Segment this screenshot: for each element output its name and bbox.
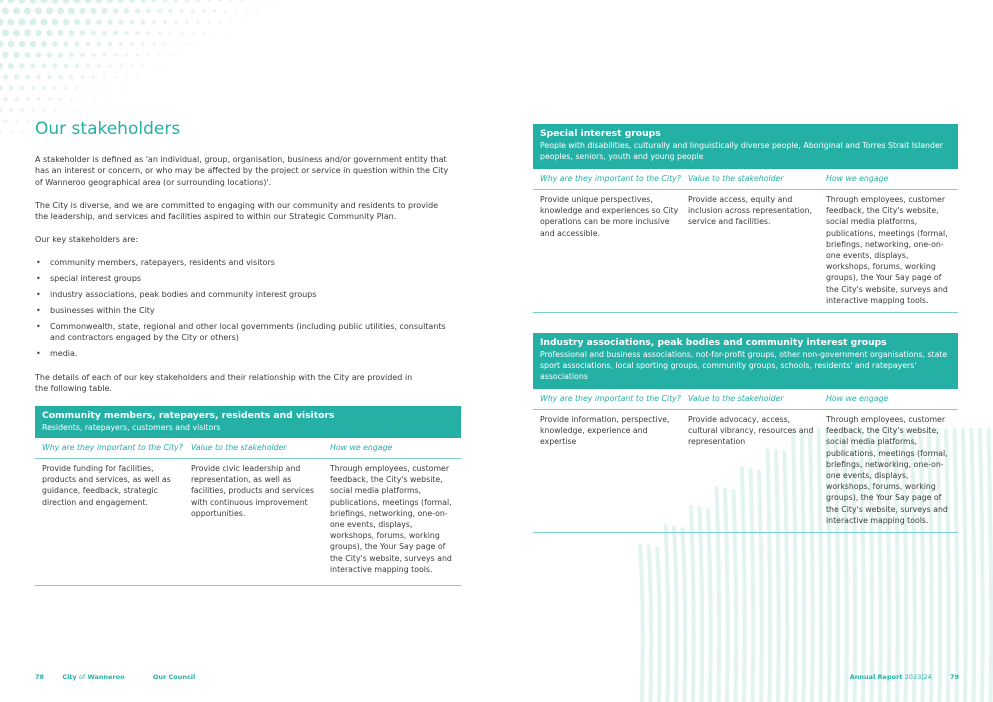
- card-header: [533, 333, 958, 389]
- card-subtitle: Residents, ratepayers, customers and visitors: [42, 423, 221, 432]
- column-header-why: Why are they important to the City?: [540, 174, 681, 183]
- page-number-right: 79: [949, 673, 959, 681]
- why-cell: Provide unique perspectives, knowledge and experiences so City operations can be more inclusive and accessible.: [540, 195, 679, 238]
- table-row: [533, 410, 958, 533]
- why-cell: Provide funding for facilities, products and services, as well as guidance, feedback, strategic direction and engagement.: [42, 464, 171, 507]
- column-header-value: Value to the stakeholder: [191, 443, 287, 452]
- list-item: • community members, ratepayers, residents and visitors: [35, 257, 455, 268]
- table-row: [533, 190, 958, 313]
- value-cell: Provide civic leadership and representation, as well as facilities, products and services with continuous improvement opportunities.: [191, 464, 315, 518]
- card-title: Community members, ratepayers, residents and visitors: [42, 410, 335, 421]
- stakeholder-card-industry: [533, 333, 958, 533]
- card-title: Industry associations, peak bodies and community interest groups: [540, 337, 887, 348]
- why-cell: Provide information, perspective, knowledge, experience and expertise: [540, 415, 670, 447]
- column-header-why: Why are they important to the City?: [42, 443, 183, 452]
- column-header-value: Value to the stakeholder: [688, 174, 784, 183]
- list-item: • media.: [35, 348, 455, 359]
- column-header-why: Why are they important to the City?: [540, 394, 681, 403]
- card-header: [35, 406, 461, 438]
- city-logo-text: City of Wanneroo: [62, 673, 125, 681]
- column-header-how: How we engage: [826, 394, 889, 403]
- page-title: Our stakeholders: [35, 119, 181, 139]
- list-item: • Commonwealth, state, regional and other local governments (including public utilities, consultants and contractors engaged by the City or others): [35, 321, 455, 344]
- value-cell: Provide access, equity and inclusion across representation, service and facilities.: [688, 195, 813, 227]
- report-name: Annual Report: [849, 673, 903, 681]
- how-cell: Through employees, customer feedback, the City's website, social media platforms, publications, meetings (formal, briefings, networking, one-on-one events, displays, workshops, forums, working groups), the Your Say page of the City's website, surveys and interactive mapping tools.: [330, 464, 452, 574]
- intro-paragraph: A stakeholder is defined as 'an individual, group, organisation, business and/or government entity that has an interest or concern, or who may be affected by the project or service in question within the City of Wanneroo geographical area (or surrounding locations)'.: [35, 155, 449, 187]
- card-subtitle: People with disabilities, culturally and linguistically diverse people, Aboriginal and Torres Strait Islander peoples, seniors, youth and young people: [540, 141, 943, 161]
- column-headers: [35, 438, 461, 459]
- column-header-how: How we engage: [330, 443, 393, 452]
- value-cell: Provide advocacy, access, cultural vibrancy, resources and representation: [688, 415, 814, 447]
- column-header-how: How we engage: [826, 174, 889, 183]
- stakeholder-card-special-interest: [533, 124, 958, 313]
- column-headers: [533, 169, 958, 190]
- list-item: • businesses within the City: [35, 305, 455, 316]
- page-number-left: 78: [35, 673, 45, 681]
- details-paragraph: The details of each of our key stakeholders and their relationship with the City are provided in the following table.: [35, 373, 413, 394]
- column-header-value: Value to the stakeholder: [688, 394, 784, 403]
- stakeholder-card-community: [35, 406, 461, 586]
- list-item: • industry associations, peak bodies and community interest groups: [35, 289, 455, 300]
- table-row: [35, 459, 461, 586]
- stakeholder-list: [35, 257, 455, 364]
- card-header: [533, 124, 958, 169]
- card-subtitle: Professional and business associations, not-for-profit groups, other non-government organisations, state sport associations, local sporting groups, community groups, schools, residents' and ratepayers' associations: [540, 350, 948, 381]
- how-cell: Through employees, customer feedback, the City's website, social media platforms, publications, meetings (formal, briefings, networking, one-on-one events, displays, workshops, forums, working groups), the Your Say page of the City's website, surveys and interactive mapping tools.: [826, 195, 948, 305]
- how-cell: Through employees, customer feedback, the City's website, social media platforms, publications, meetings (formal, briefings, networking, one-on-one events, displays, workshops, forums, working groups), the Your Say page of the City's website, surveys and interactive mapping tools.: [826, 415, 948, 525]
- card-title: Special interest groups: [540, 128, 661, 139]
- commitment-paragraph: The City is diverse, and we are committed to engaging with our community and residents to provide the leadership, and services and facilities aspired to within our Strategic Community Plan.: [35, 201, 439, 222]
- footer-left: [35, 673, 195, 681]
- key-stakeholders-intro: Our key stakeholders are:: [35, 235, 139, 244]
- report-year: 2023|24: [904, 673, 932, 681]
- footer-right: [850, 673, 959, 681]
- column-headers: [533, 389, 958, 410]
- list-item: • special interest groups: [35, 273, 455, 284]
- section-name: Our Council: [152, 673, 196, 681]
